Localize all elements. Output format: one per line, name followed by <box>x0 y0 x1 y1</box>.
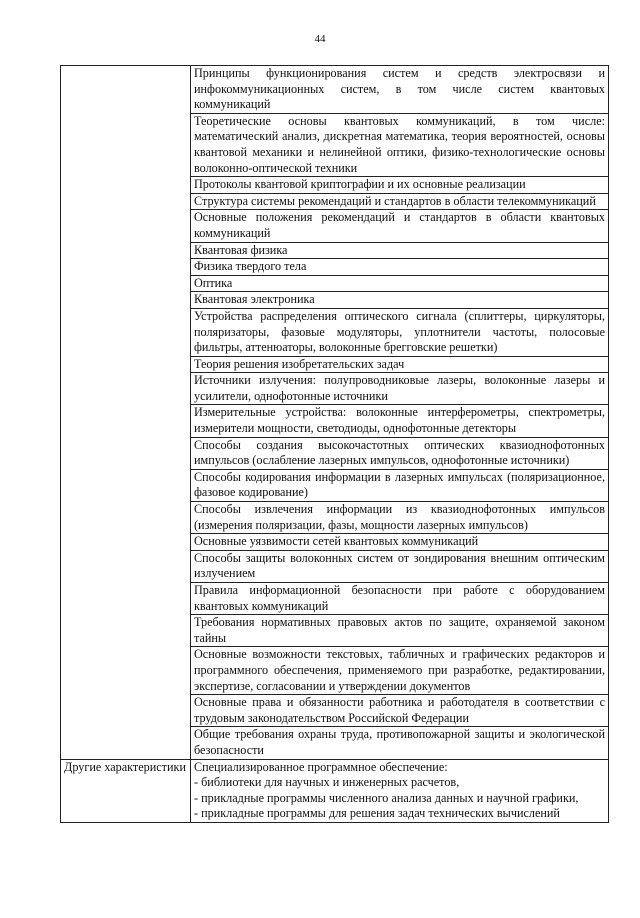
knowledge-item: Квантовая электроника <box>191 292 609 309</box>
table-row <box>61 759 609 822</box>
knowledge-item: Структура системы рекомендаций и стандартов в области телекоммуникаций <box>191 193 609 210</box>
knowledge-item: Правила информационной безопасности при работе с оборудованием квантовых коммуникаций <box>191 583 609 615</box>
knowledge-item: Основные положения рекомендаций и стандартов в области квантовых коммуникаций <box>191 210 609 242</box>
knowledge-item: Принципы функционирования систем и средств электросвязи и инфокоммуникационных систем, в том числе систем квантовых коммуникаций <box>191 66 609 114</box>
knowledge-item: Общие требования охраны труда, противопожарной защиты и экологической безопасности <box>191 727 609 759</box>
requirements-table <box>60 65 609 823</box>
software-item: - прикладные программы для решения задач технических вычислений <box>194 806 560 821</box>
knowledge-item: Основные права и обязанности работника и работодателя в соответствии с трудовым законодательством Российской Федерации <box>191 695 609 727</box>
knowledge-item: Способы кодирования информации в лазерных импульсах (поляризационное, фазовое кодирование) <box>191 469 609 501</box>
empty-label-cell <box>61 66 191 760</box>
knowledge-item: Способы создания высокочастотных оптических квазиоднофотонных импульсов (ослабление лазерных импульсов, однофотонные источники) <box>191 437 609 469</box>
software-item: - библиотеки для научных и инженерных расчетов, <box>194 775 460 790</box>
other-characteristics-content <box>191 759 609 822</box>
software-item: - прикладные программы численного анализа данных и научной графики, <box>194 790 579 805</box>
knowledge-item: Способы защиты волоконных систем от зондирования внешним оптическим излучением <box>191 550 609 582</box>
knowledge-item: Протоколы квантовой криптографии и их основные реализации <box>191 177 609 194</box>
other-characteristics-label: Другие характеристики <box>61 759 191 822</box>
knowledge-item: Основные возможности текстовых, табличных и графических редакторов и программного обеспечения, применяемого при разработке, редактировании, экспертизе, согласовании и утверждении документов <box>191 647 609 695</box>
knowledge-item: Источники излучения: полупроводниковые лазеры, волоконные лазеры и усилители, однофотонные источники <box>191 373 609 405</box>
knowledge-item: Устройства распределения оптического сигнала (сплиттеры, циркуляторы, поляризаторы, фазовые модуляторы, уплотнители частоты, полосовые фильтры, аттенюаторы, волоконные брегговские решетки) <box>191 308 609 356</box>
knowledge-item: Способы извлечения информации из квазиоднофотонных импульсов (измерения поляризации, фазы, мощности лазерных импульсов) <box>191 502 609 534</box>
knowledge-item: Требования нормативных правовых актов по защите, охраняемой законом тайны <box>191 615 609 647</box>
table-row <box>61 66 609 114</box>
knowledge-item: Оптика <box>191 275 609 292</box>
knowledge-item: Основные уязвимости сетей квантовых коммуникаций <box>191 534 609 551</box>
knowledge-item: Теория решения изобретательских задач <box>191 356 609 373</box>
knowledge-item: Измерительные устройства: волоконные интерферометры, спектрометры, измерители мощности, светодиоды, однофотонные детекторы <box>191 405 609 437</box>
knowledge-item: Физика твердого тела <box>191 259 609 276</box>
page-number: 44 <box>314 33 326 45</box>
knowledge-item: Теоретические основы квантовых коммуникаций, в том числе: математический анализ, дискретная математика, теория вероятностей, основы квантовой механики и нелинейной оптики, физико-технологические основы волоконно-оптической техники <box>191 113 609 176</box>
software-heading: Специализированное программное обеспечение: <box>194 759 448 774</box>
knowledge-item: Квантовая физика <box>191 242 609 259</box>
